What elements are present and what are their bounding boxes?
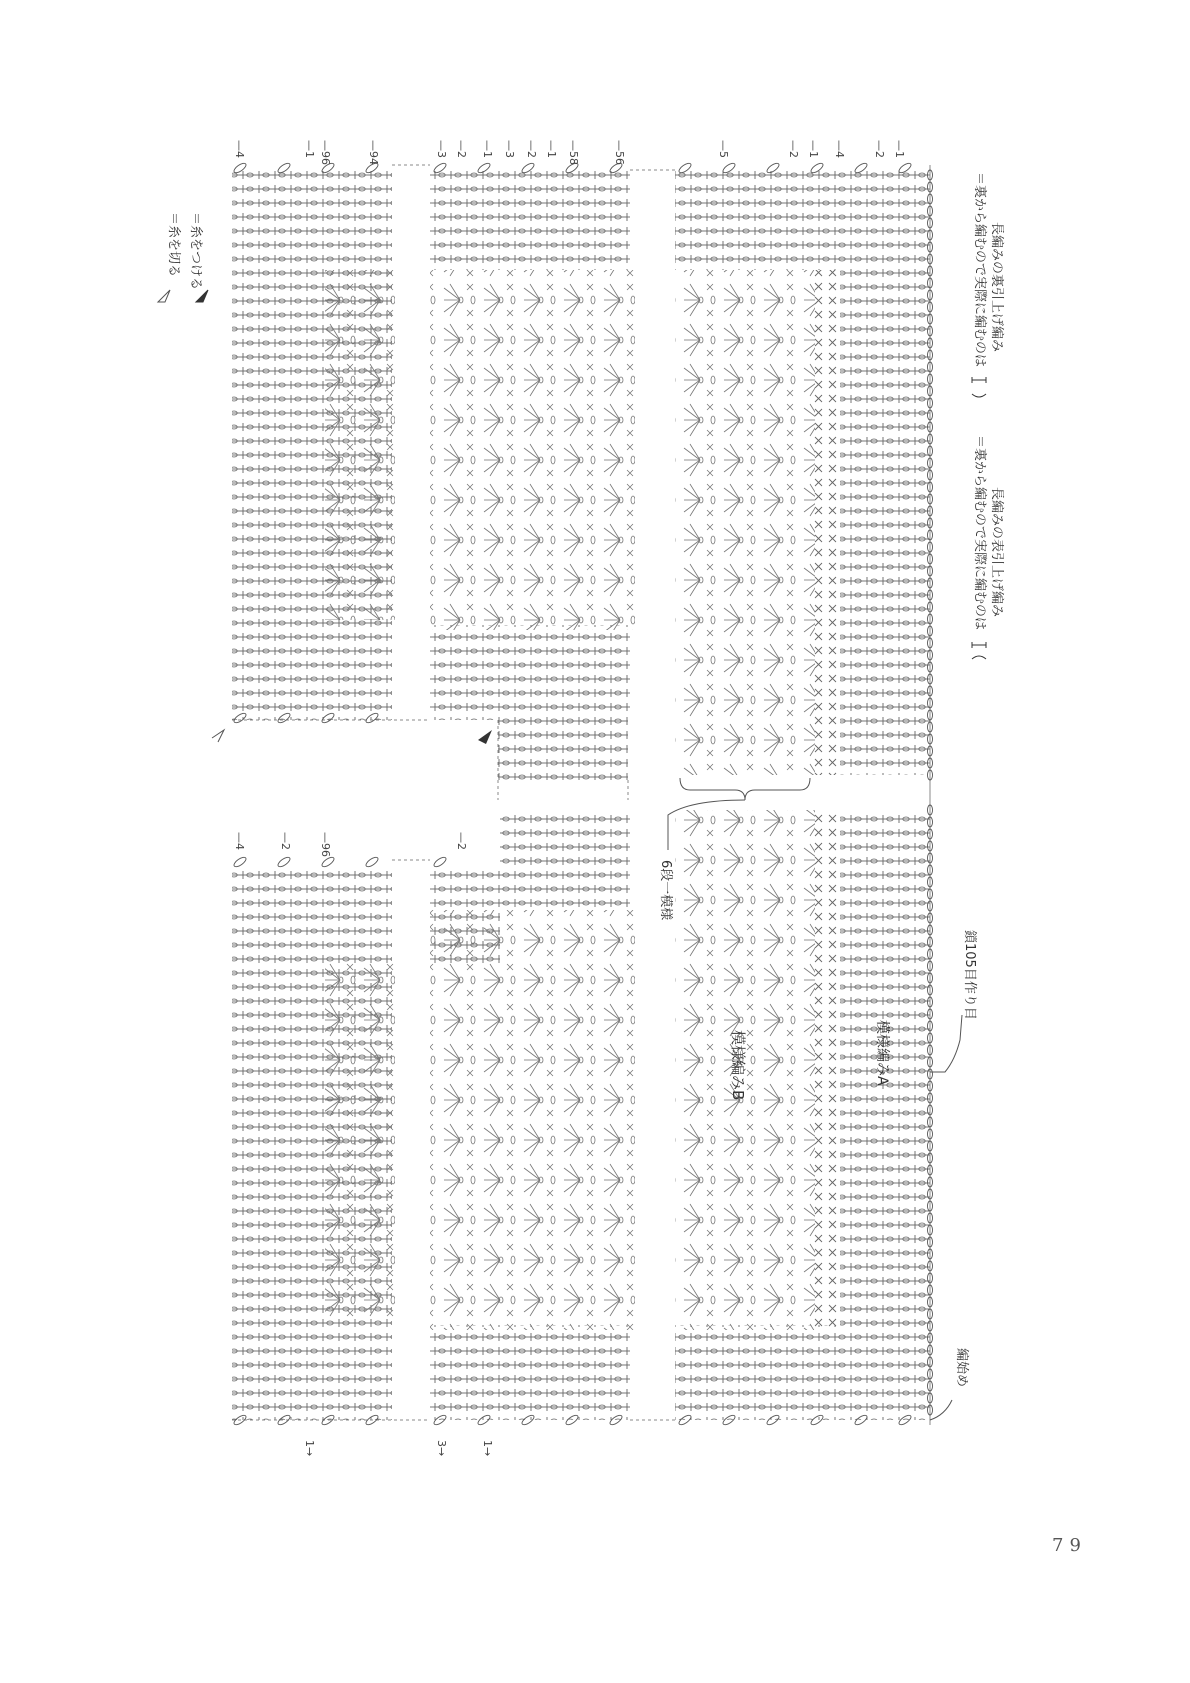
row-number: —3: [435, 140, 448, 158]
chain-stitch: [277, 856, 292, 869]
row-number: —96: [319, 832, 332, 857]
row-number: —4: [233, 832, 246, 850]
row-number: —2: [279, 832, 292, 850]
row-number: —4: [833, 140, 846, 158]
single-crochet-block: [812, 270, 842, 775]
page-number: 79: [1052, 1535, 1087, 1556]
row-number: —2: [787, 140, 800, 158]
row-marker: 1→: [303, 1440, 316, 1457]
cut-yarn-icon: [158, 290, 170, 302]
lace-block: [430, 270, 635, 630]
row-number: —1: [893, 140, 906, 158]
chain-stitch: [433, 856, 448, 869]
row-number: —2: [525, 140, 538, 158]
six-row-pattern-label: 6段一模様: [658, 860, 673, 921]
foundation-label: 鎖105目作り目: [962, 930, 977, 1020]
row-number: —1: [545, 140, 558, 158]
row-number: —2: [455, 140, 468, 158]
note-back-line2: 長編みの裏引上げ編み: [989, 222, 1004, 353]
front-post-icon: [972, 642, 986, 659]
row-number: —56: [613, 140, 626, 165]
start-label: 編始め: [954, 1348, 969, 1388]
chain-stitch: [365, 856, 380, 869]
pattern-a-label: 模様編みA: [874, 1020, 890, 1086]
lace-block: [675, 270, 815, 775]
row-number: —94: [367, 140, 380, 165]
ribbing-block: [430, 625, 630, 720]
note-front-line1: ＝裏から編むので実際に編むのは: [972, 435, 987, 631]
row-number: —1: [807, 140, 820, 158]
ribbing-block: [840, 270, 930, 775]
attach-yarn-icon: [196, 290, 208, 302]
row-number: —1: [481, 140, 494, 158]
six-row-brace: [680, 778, 810, 800]
ribbing-block: [498, 720, 628, 780]
start-leader: [930, 1400, 952, 1420]
note-front-line2: 長編みの表引上げ編み: [989, 487, 1004, 618]
ribbing-block: [675, 170, 930, 270]
row-number: —4: [233, 140, 246, 158]
chain-stitch: [233, 856, 248, 869]
back-post-icon: [972, 377, 986, 397]
note-back-line1: ＝裏から編むので実際に編むのは: [972, 172, 987, 368]
attach-yarn-label: ＝糸をつける: [188, 212, 203, 291]
ribbing-block: [430, 1325, 630, 1420]
cut-yarn-marker-icon: [212, 730, 224, 742]
bottom-chart-panel: [232, 810, 930, 1420]
chain-stitch: [321, 856, 336, 869]
attach-yarn-marker-icon: [478, 730, 492, 744]
pattern-b-label: 模様編みB: [729, 1030, 747, 1101]
cut-yarn-label: ＝糸を切る: [166, 212, 181, 278]
row-number: —2: [873, 140, 886, 158]
row-marker: 3→: [435, 1440, 448, 1457]
lace-block: [325, 270, 395, 620]
single-crochet-block: [812, 810, 842, 1330]
ribbing-block: [675, 1325, 930, 1420]
row-marker: 1→: [481, 1440, 494, 1457]
ribbing-block: [500, 810, 630, 910]
row-number: —5: [717, 140, 730, 158]
ribbing-block: [430, 170, 630, 270]
foundation-leader: [930, 1015, 962, 1072]
stitch-notes: [972, 172, 1005, 659]
row-number: —58: [567, 140, 580, 165]
lace-block: [430, 910, 635, 1330]
lace-block: [325, 960, 395, 1320]
row-number: —2: [455, 832, 468, 850]
row-number: —3: [503, 140, 516, 158]
row-number: —1: [303, 140, 316, 158]
row-number: —96: [319, 140, 332, 165]
